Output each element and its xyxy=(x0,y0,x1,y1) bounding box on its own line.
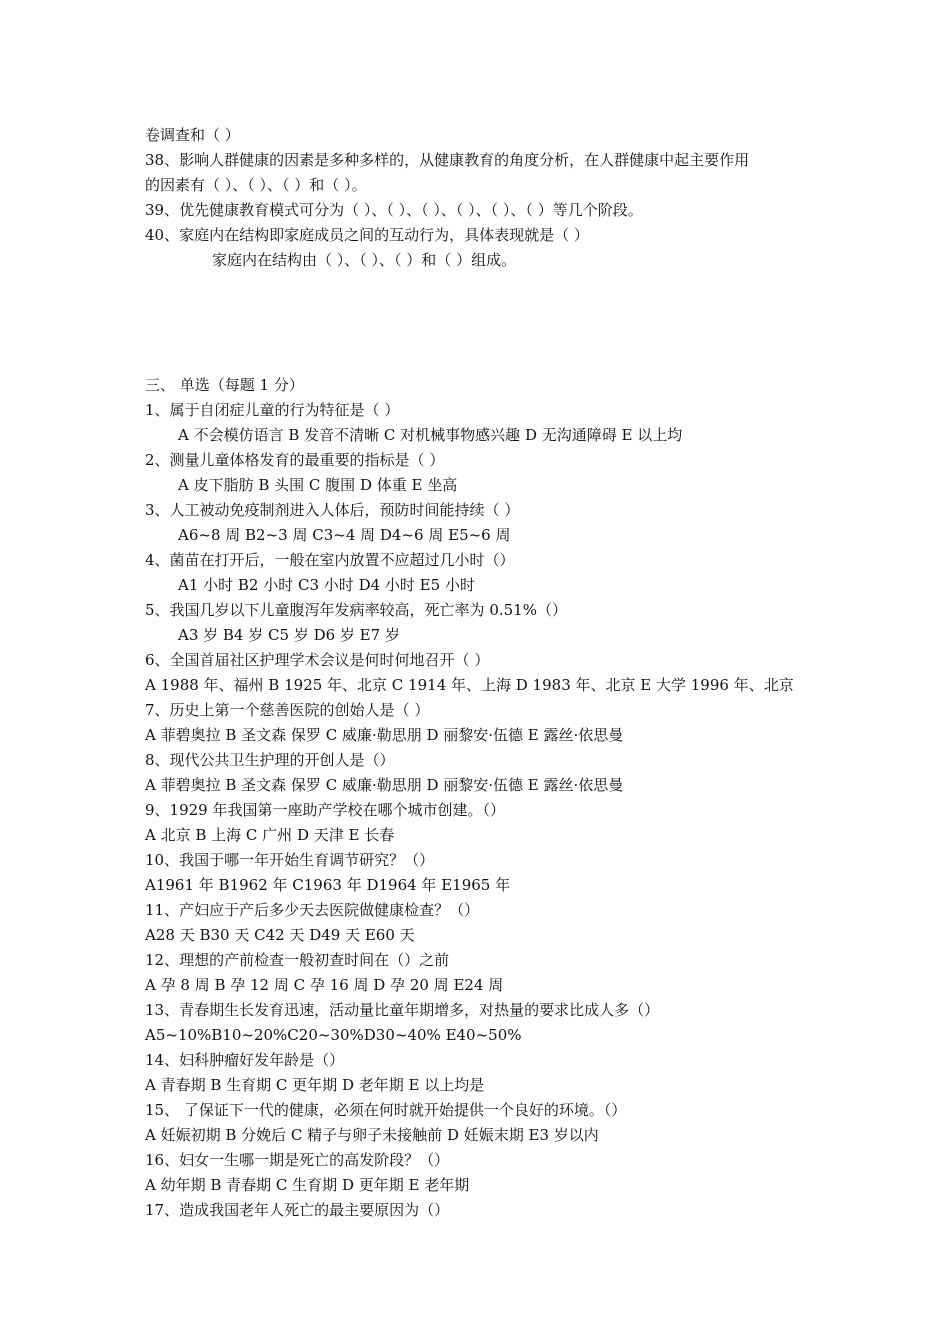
question-13: 13、青春期生长发育迅速，活动量比童年期增多，对热量的要求比成人多（） xyxy=(145,1001,660,1019)
options-2: A 皮下脂肪 B 头围 C 腹围 D 体重 E 坐高 xyxy=(178,476,458,494)
question-38: 38、影响人群健康的因素是多种多样的，从健康教育的角度分析，在人群健康中起主要作用 xyxy=(145,151,750,169)
question-40: 40、家庭内在结构即家庭成员之间的互动行为，具体表现就是（ ） xyxy=(145,226,589,244)
options-3: A6~8 周 B2~3 周 C3~4 周 D4~6 周 E5~6 周 xyxy=(178,526,511,544)
question-9: 9、1929 年我国第一座助产学校在哪个城市创建。（） xyxy=(145,801,505,819)
question-11: 11、产妇应于产后多少天去医院做健康检查？（） xyxy=(145,901,480,919)
question-1: 1、属于自闭症儿童的行为特征是（ ） xyxy=(145,401,400,419)
options-10: A1961 年 B1962 年 C1963 年 D1964 年 E1965 年 xyxy=(145,876,511,894)
options-7: A 菲碧奥拉 B 圣文森 保罗 C 威廉·勒思朋 D 丽黎安·伍德 E 露丝·依思曼 xyxy=(145,726,624,744)
options-4: A1 小时 B2 小时 C3 小时 D4 小时 E5 小时 xyxy=(178,576,475,594)
question-6: 6、全国首届社区护理学术会议是何时何地召开（ ） xyxy=(145,651,490,669)
question-3: 3、人工被动免疫制剂进入人体后，预防时间能持续（ ） xyxy=(145,501,520,519)
options-12: A 孕 8 周 B 孕 12 周 C 孕 16 周 D 孕 20 周 E24 周 xyxy=(145,976,504,994)
question-7: 7、历史上第一个慈善医院的创始人是（ ） xyxy=(145,701,430,719)
question-17: 17、造成我国老年人死亡的最主要原因为（） xyxy=(145,1201,450,1219)
question-14: 14、妇科肿瘤好发年龄是（） xyxy=(145,1051,345,1069)
text-line: 卷调查和（ ） xyxy=(145,126,240,144)
options-1: A 不会模仿语言 B 发音不清晰 C 对机械事物感兴趣 D 无沟通障碍 E 以上均 xyxy=(178,426,683,444)
options-11: A28 天 B30 天 C42 天 D49 天 E60 天 xyxy=(145,926,415,944)
question-38-cont: 的因素有（ ）、（ ）、（ ）和（ ）。 xyxy=(145,176,367,194)
question-15: 15、 了保证下一代的健康，必须在何时就开始提供一个良好的环境。（） xyxy=(145,1101,627,1119)
options-15: A 妊娠初期 B 分娩后 C 精子与卵子未接触前 D 妊娠末期 E3 岁以内 xyxy=(145,1126,599,1144)
options-9: A 北京 B 上海 C 广州 D 天津 E 长春 xyxy=(145,826,395,844)
question-16: 16、妇女一生哪一期是死亡的高发阶段？（） xyxy=(145,1151,450,1169)
options-8: A 菲碧奥拉 B 圣文森 保罗 C 威廉·勒思朋 D 丽黎安·伍德 E 露丝·依思曼 xyxy=(145,776,624,794)
options-16: A 幼年期 B 青春期 C 生育期 D 更年期 E 老年期 xyxy=(145,1176,470,1194)
options-13: A5~10%B10~20%C20~30%D30~40% E40~50% xyxy=(145,1026,522,1044)
question-2: 2、测量儿童体格发育的最重要的指标是（ ） xyxy=(145,451,445,469)
question-12: 12、理想的产前检查一般初查时间在（）之前 xyxy=(145,951,450,969)
section-heading: 三、 单选（每题 1 分） xyxy=(145,376,304,394)
question-5: 5、我国几岁以下儿童腹泻年发病率较高，死亡率为 0.51%（） xyxy=(145,601,567,619)
question-8: 8、现代公共卫生护理的开创人是（） xyxy=(145,751,395,769)
question-4: 4、菌苗在打开后，一般在室内放置不应超过几小时（） xyxy=(145,551,515,569)
options-6: A 1988 年、福州 B 1925 年、北京 C 1914 年、上海 D 1983 年、北京 E 大学 1996 年、北京 xyxy=(145,676,794,694)
question-10: 10、我国于哪一年开始生育调节研究？（） xyxy=(145,851,435,869)
question-40-cont: 家庭内在结构由（ ）、（ ）、（ ）和（ ）组成。 xyxy=(212,251,517,269)
options-14: A 青春期 B 生育期 C 更年期 D 老年期 E 以上均是 xyxy=(145,1076,485,1094)
question-39: 39、优先健康教育模式可分为（ ）、（ ）、（ ）、（ ）、（ ）、（ ）等几个阶段。 xyxy=(145,201,643,219)
options-5: A3 岁 B4 岁 C5 岁 D6 岁 E7 岁 xyxy=(178,626,400,644)
